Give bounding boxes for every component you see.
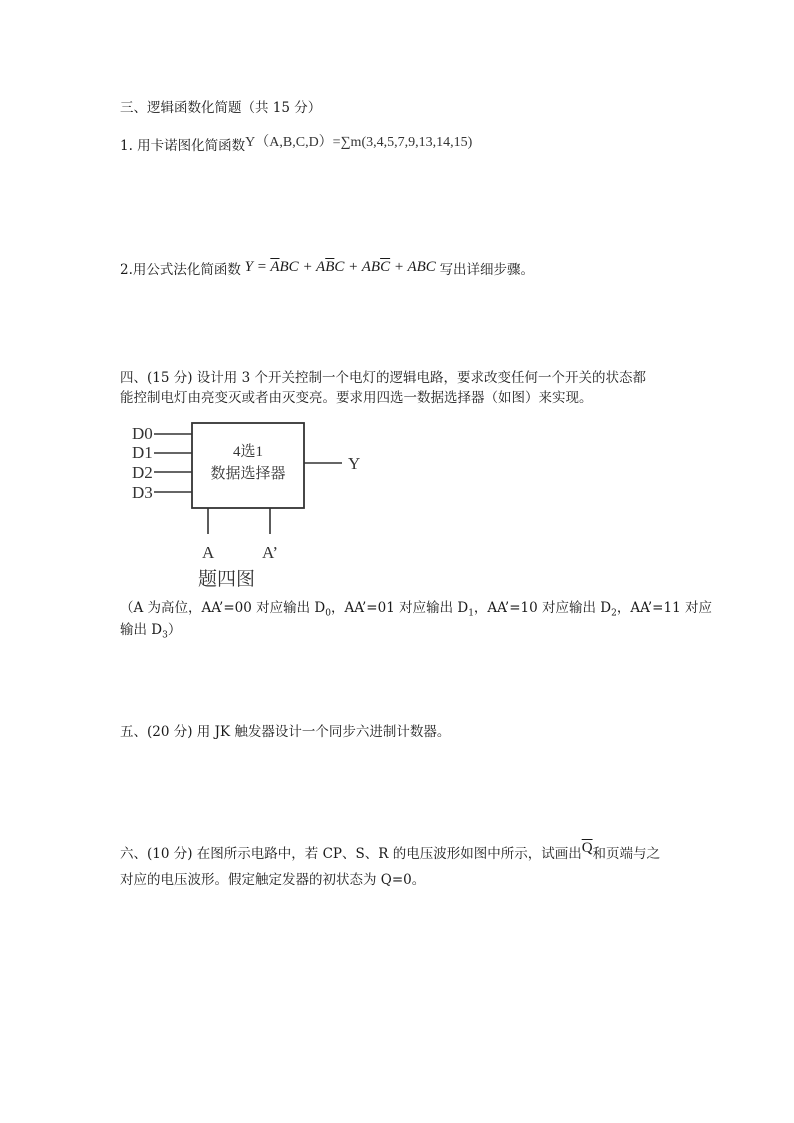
input-label-d1: D1 <box>132 443 153 462</box>
section4-line2: 能控制电灯由亮变灭或者由灭变亮。要求用四选一数据选择器（如图）来实现。 <box>120 390 593 406</box>
q2 <box>120 260 534 280</box>
q1 <box>120 136 472 157</box>
input-label-d0: D0 <box>132 424 153 443</box>
q2-text: 2.用公式法化简函数 <box>120 262 241 278</box>
section5-title: 五、(20 分) 用 JK 触发器设计一个同步六进制计数器。 <box>120 724 451 740</box>
q1-formula: Y（A,B,C,D）=∑m(3,4,5,7,9,13,14,15) <box>245 135 473 150</box>
q2-formula: $Y = \overline{A}BC + A\overline{B}C + AB\overline{C}$ + ABC <box>244 259 436 275</box>
section3-title: 三、逻辑函数化简题（共 15 分） <box>120 100 322 116</box>
q-bar-symbol: $\overline{Q}$ <box>581 840 593 856</box>
mux-label-top: 4选1 <box>232 444 264 460</box>
mux-note-line2: 输出 $D_3$） <box>120 622 182 641</box>
output-label: Y <box>348 454 361 473</box>
mux-label-bottom: 数据选择器 <box>210 466 286 482</box>
section6-line2: 对应的电压波形。假定触定发器的初状态为 Q=0。 <box>120 872 426 888</box>
mux-diagram <box>128 420 388 592</box>
section4-line1: 四、(15 分) 设计用 3 个开关控制一个电灯的逻辑电路，要求改变任何一个开关的状态都 <box>120 370 646 386</box>
input-label-d3: D3 <box>132 483 153 502</box>
q2-suffix: 写出详细步骤。 <box>439 262 535 278</box>
input-label-d2: D2 <box>132 463 153 482</box>
diagram-caption: 题四图 <box>198 569 256 590</box>
select-label-a-prime: A’ <box>262 543 279 562</box>
section6-line1: 六、(10 分) 在图所示电路中，若 CP、S、R 的电压波形如图中所示，试画出$\overline{Q}$和页端与之 <box>120 840 661 862</box>
select-label-a: A <box>202 543 215 562</box>
q1-text: 1. 用卡诺图化简函数 <box>120 138 246 154</box>
mux-note-line1: （A 为高位，AA’=00 对应输出 $D_0$，AA’=01 对应输出 $D_1$，AA’=10 对应输出 $D_2$，AA’=11 对应 <box>120 600 712 619</box>
